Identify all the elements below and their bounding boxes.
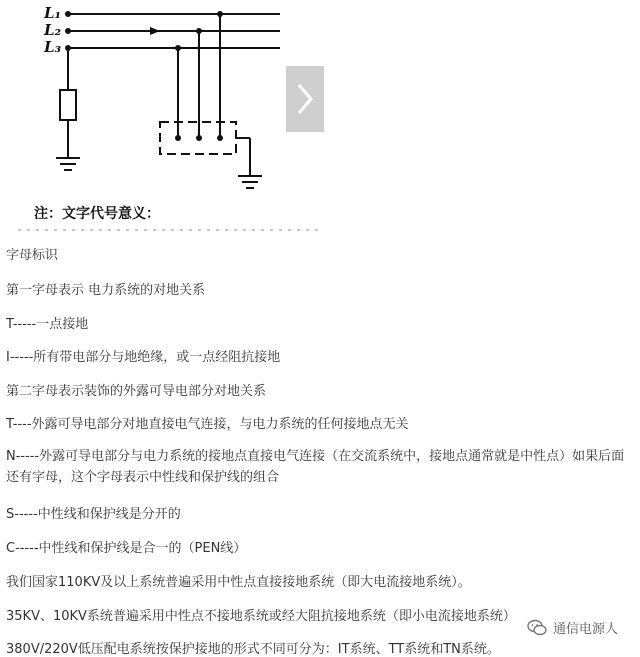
label-l2: L₂ [44, 21, 62, 39]
watermark [523, 618, 622, 637]
article-line-11: 35KV、10KV系统普遍采用中性点不接地系统或经大阻抗接地系统（即小电流接地系统） [6, 609, 516, 624]
wechat-icon [527, 619, 547, 637]
article-line-9: C-----中性线和保护线是合一的（PEN线） [6, 541, 247, 556]
article-line-2: 第一字母表示 电力系统的对地关系 [6, 283, 206, 298]
article-line-1: 字母标识 [6, 248, 59, 263]
chevron-right-icon [295, 81, 315, 117]
article-line-7: N-----外露可导电部分与电力系统的接地点直接电气连接（在交流系统中，接地点通常就是中性点）如果后面还有字母，这个字母表示中性线和保护线的组合 [6, 449, 625, 485]
watermark-text: 通信电源人 [552, 622, 618, 637]
article-line-6: T----外露可导电部分对地直接电气连接，与电力系统的任何接地点无关 [6, 417, 409, 432]
article-line-12: 380V/220V低压配电系统按保护接地的形式不同可分为：IT系统、TT系统和TN系统。 [6, 642, 500, 657]
label-l1: L₁ [44, 4, 62, 22]
circuit-diagram [0, 0, 330, 232]
article-line-3: T-----一点接地 [6, 317, 89, 332]
next-image-button[interactable] [286, 66, 324, 132]
article-line-10: 我们国家110KV及以上系统普遍采用中性点直接接地系统（即大电流接地系统）。 [6, 575, 471, 590]
label-l3: L₃ [44, 38, 62, 56]
article-line-4: I-----所有带电部分与地绝缘，或一点经阻抗接地 [6, 350, 281, 365]
diagram-note: 注：文字代号意义： [34, 206, 160, 222]
article-line-5: 第二字母表示装饰的外露可导电部分对地关系 [6, 384, 267, 399]
circuit-diagram-svg [0, 0, 330, 232]
article-line-8: S-----中性线和保护线是分开的 [6, 507, 181, 522]
impedance-resistor [60, 90, 76, 120]
